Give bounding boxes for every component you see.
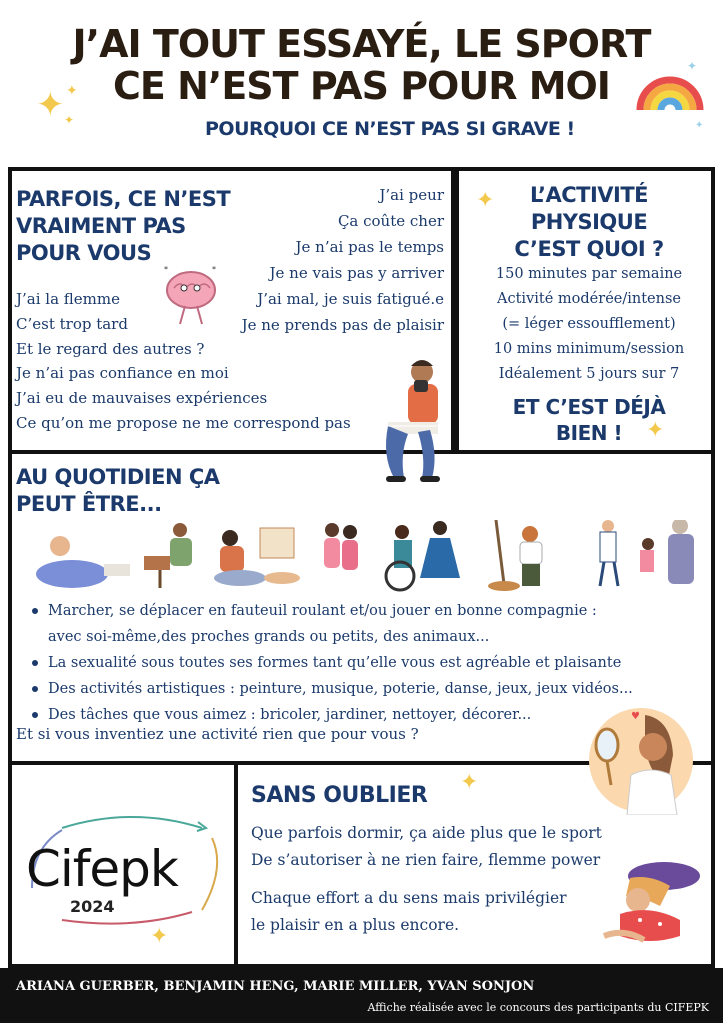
activity-conclusion-line-1: ET C’EST DÉJÀ — [512, 395, 666, 419]
sparkle-icon: ✦ — [66, 83, 78, 99]
poster-title-line-1: J’AI TOUT ESSAYÉ, LE SPORT — [72, 22, 651, 66]
reason-left-item: Ce qu’on me propose ne me correspond pas — [16, 414, 351, 432]
reason-left-item: Et le regard des autres ? — [16, 340, 205, 358]
list-item: Des tâches que vous aimez : bricoler, jardiner, nettoyer, décorer... — [30, 702, 633, 728]
cifepk-logo-year: 2024 — [70, 897, 115, 916]
woman-with-mirror-illustration — [575, 705, 707, 815]
activity-heading-line-3: C’EST QUOI ? — [514, 237, 664, 261]
authors: ARIANA GUERBER, BENJAMIN HENG, MARIE MILLER, YVAN SONJON — [16, 979, 535, 994]
tired-brain-illustration — [160, 264, 222, 328]
daily-closing-question: Et si vous inventiez une activité rien que pour vous ? — [16, 725, 419, 743]
sleeping-girl-illustration — [600, 858, 708, 950]
daily-activities-list — [30, 598, 633, 728]
poster-title-line-2: CE N’EST PAS POUR MOI — [113, 64, 610, 108]
cifepk-logo-name: Cifepk — [26, 840, 178, 898]
activity-heading-line-1: L’ACTIVITÉ — [529, 183, 649, 207]
activities-illustrations — [20, 520, 710, 592]
reason-right-item: Je n’ai pas le temps — [295, 238, 444, 256]
activity-conclusion-line-2: BIEN ! — [555, 421, 623, 445]
sparkle-icon: ✦ — [150, 924, 169, 949]
without-forgetting-line: Que parfois dormir, ça aide plus que le sport — [251, 824, 602, 842]
reason-left-item: J’ai la flemme — [16, 290, 121, 308]
reasons-heading-line-3: POUR VOUS — [16, 241, 152, 265]
sparkle-icon: ✦ — [64, 113, 75, 127]
footer-bar — [0, 968, 723, 1023]
list-item: Des activités artistiques : peinture, musique, poterie, danse, jeux, jeux vidéos... — [30, 676, 633, 702]
reason-left-item: Je n’ai pas confiance en moi — [16, 364, 229, 382]
activity-item: Activité modérée/intense — [497, 291, 681, 307]
sparkle-icon: ✦ — [476, 188, 495, 213]
sparkle-icon: ✦ — [36, 85, 65, 125]
reason-left-item: C’est trop tard — [16, 315, 128, 333]
reason-right-item: Je ne prends pas de plaisir — [241, 316, 444, 334]
reasons-heading-line-2: VRAIMENT PAS — [16, 214, 186, 238]
activity-item: 10 mins minimum/session — [493, 341, 685, 357]
gamer-illustration — [36, 536, 130, 588]
daily-heading-line-2: PEUT ÊTRE... — [16, 492, 162, 516]
poster-subtitle: POURQUOI CE N’EST PAS SI GRAVE ! — [205, 118, 575, 140]
reason-right-item: J’ai peur — [379, 186, 444, 204]
list-item-continuation: avec soi-même,des proches grands ou petits, des animaux... — [48, 629, 490, 645]
svg-text:*: * — [212, 265, 216, 274]
without-forgetting-line: le plaisir en a plus encore. — [251, 916, 460, 934]
person-with-camera-illustration — [378, 356, 460, 486]
without-forgetting-line: Chaque effort a du sens mais privilégier — [251, 889, 567, 907]
sparkle-icon: ✦ — [646, 418, 665, 443]
credit-line: Affiche réalisée avec le concours des participants du CIFEPK — [367, 1001, 709, 1014]
activity-item: (= léger essoufflement) — [502, 316, 676, 332]
sparkle-icon: ✦ — [460, 770, 479, 795]
reasons-heading-line-1: PARFOIS, CE N’EST — [16, 187, 231, 211]
list-item: Marcher, se déplacer en fauteuil roulant et/ou jouer en bonne compagnie : avec soi-même,des proches grands ou petits, des animaux... — [30, 598, 633, 650]
list-item: La sexualité sous toutes ses formes tant qu’elle vous est agréable et plaisante — [30, 650, 633, 676]
svg-text:✦: ✦ — [695, 120, 704, 130]
activity-heading-line-2: PHYSIQUE — [530, 210, 648, 234]
activity-item: 150 minutes par semaine — [495, 266, 683, 282]
svg-text:*: * — [164, 265, 168, 274]
activity-item: Idéalement 5 jours sur 7 — [498, 366, 680, 382]
svg-text:✦: ✦ — [687, 60, 698, 73]
svg-text:♥: ♥ — [631, 711, 640, 722]
reason-right-item: J’ai mal, je suis fatigué.e — [257, 290, 444, 308]
without-forgetting-line: De s’autoriser à ne rien faire, flemme power — [251, 851, 601, 869]
rainbow-icon — [635, 60, 705, 130]
daily-heading-line-1: AU QUOTIDIEN ÇA — [16, 465, 220, 489]
reason-left-item: J’ai eu de mauvaises expériences — [16, 389, 268, 407]
without-forgetting-heading: SANS OUBLIER — [251, 783, 428, 808]
reason-right-item: Je ne vais pas y arriver — [269, 264, 444, 282]
reason-right-item: Ça coûte cher — [337, 212, 444, 230]
